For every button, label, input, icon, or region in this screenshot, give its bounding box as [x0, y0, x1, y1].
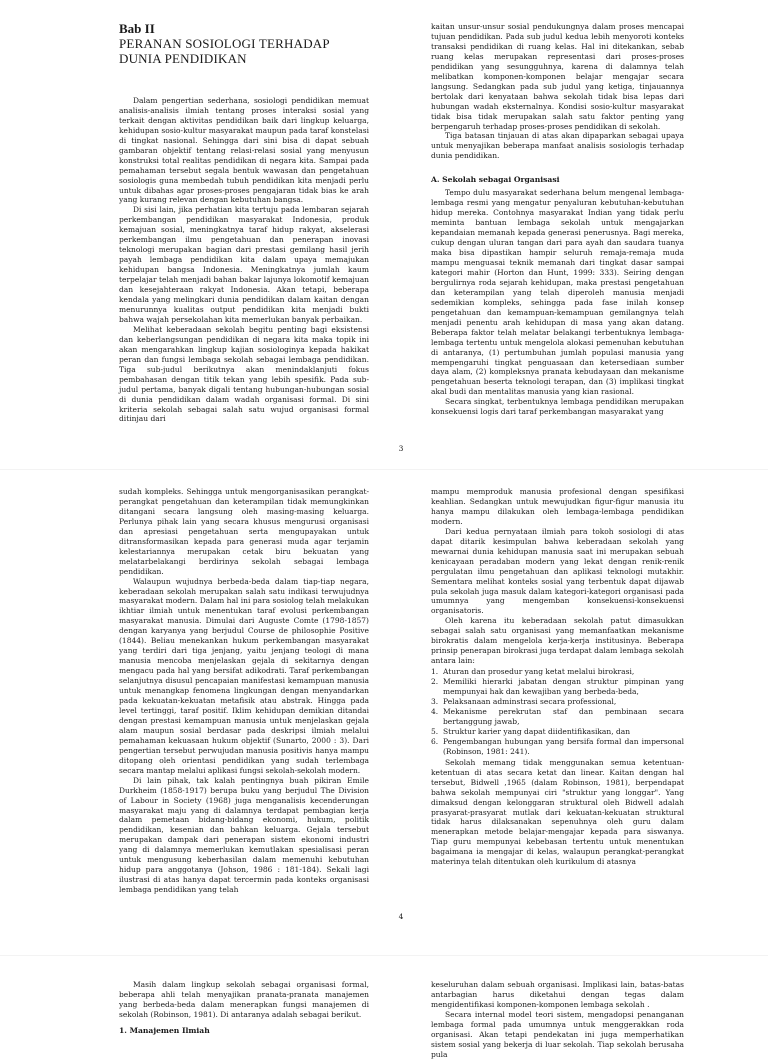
paragraph: Secara internal model teori sistem, mengadopsi penanganan lembaga formal pada umumnya untuk menggerakkan roda organisasi. Akan tetapi pendekatan ini juga memperhatikan sistem sosial yang bekerja di luar sekolah. Tiap sekolah berusaha pula — [431, 1009, 684, 1059]
paragraph: Walaupun wujudnya berbeda-beda dalam tiap-tiap negara, keberadaan sekolah merupakan salah satu indikasi terwujudnya masyarakat modern. Dalam hal ini para sosiolog telah melakukan ikhtiar ilmiah untuk menentukan taraf evolusi perkembangan masyarakat manusia. Dimulai dari Auguste Comte (1798-1857) dengan karyanya yang berjudul Course de philosophie Positive (1844). Beliau menekankan hukum perkembangan masyarakat yang terdiri dari tiga jenjang, yaitu jenjang teologi di mana manusia mencoba menjelaskan gejala di sekitarnya dengan mengacu pada hal yang bersifat adikodrati. Taraf perkembangan selanjutnya disusul pencapaian manifestasi kemampuan manusia untuk menangkap fenomena lingkungan dengan menyandarkan pada kekuatan-kekuatan metafisik atau abstrak. Hingga pada level tertinggi, taraf positif. Iklim kehidupan demikian ditandai dengan prestasi kemampuan manusia untuk menjelaskan gejala alam maupun sosial berdasar pada deskripsi ilmiah melalui pemahaman kekuasaan hukum objektif (Sunarto, 2000 : 3). Dari pengertian tersebut perwujudan manusia positivis hanya mampu ditopang oleh orientasi pendidikan yang sudah terlembaga secara mantap melalui aplikasi fungsi sekolah-sekolah modern. — [119, 576, 369, 775]
page-5-right-column — [431, 980, 684, 1060]
section-heading: A. Sekolah sebagai Organisasi — [431, 175, 560, 185]
paragraph: Dari kedua pernyataan ilmiah para tokoh sosiologi di atas dapat ditarik kesimpulan bahwa keberadaan sekolah yang mewarnai dunia kehidupan manusia saat ini merupakan sebuah kenicayaan peradaban modern yang lekat dengan renik-renik pergulatan ilmu pengetahuan dan aplikasi teknologi mutakhir. Sementara melihat konteks sosial yang terbentuk dapat dijawab pula sekolah juga masuk dalam kategori-kategori organisasi pada umumnya yang mengemban konsekuensi-konsekuensi organisatoris. — [431, 526, 684, 616]
paragraph: sudah kompleks. Sehingga untuk mengorganisasikan perangkat-perangkat pengetahuan dan keterampilan tidak memungkinkan ditangani secara langsung oleh masing-masing keluarga. Perlunya pihak lain yang secara khusus mengurusi organisasi dan apresiasi pengetahuan serta mengupayakan untuk ditransformasikan kepada para generasi muda agar terjamin kelestariannya merupakan cetak biru bekuatan yang melatarbelakangi berdirinya sekolah sebagai lembaga pendidikan. — [119, 487, 369, 576]
paragraph: mampu memproduk manusia profesional dengan spesifikasi keahlian. Sedangkan untuk mewujudkan figur-figur manusia itu hanya mampu dilakukan oleh lembaga-lembaga pendidikan modern. — [431, 487, 684, 526]
paragraph: Di lain pihak, tak kalah pentingnya buah pikiran Emile Durkheim (1858-1917) berupa buku yang berjudul The Division of Labour in Society (1968) juga menganalisis kecenderungan masyarakat maju yang di dalamnya terdapat pembagian kerja dalam pemetaan bidang-bidang ekonomi, hukum, politik pendidikan, kesenian dan bahkan keluarga. Gejala tersebut merupakan dampak dari penerapan sistem ekonomi industri yang di dalamnya memerlukan kemutlakan spesialisasi peran untuk mengusung keberhasilan dalam memenuhi kebutuhan hidup para anggotanya (Johson, 1986 : 181-184). Sekali lagi ilustrasi di atas hanya dapat tercermin pada konteks organisasi lembaga pendidikan yang telah — [119, 775, 369, 895]
paragraph: Melihat keberadaan sekolah begitu penting bagi eksistensi dan keberlangsungan pendidikan di negara kita maka topik ini akan mengarahkan lingkup kajian sosiologinya kepada hakikat peran dan fungsi lembaga sekolah sebagai lembaga pendidikan. Tiga sub-judul berikutnya akan menindaklanjuti fokus pembahasan dengan titik tekan yang lebih spesifik. Pada sub-judul pertama, banyak digali tentang hubungan-hubungan sosial di dunia pendidikan dalam wadah organisasi formal. Di sini kriteria sekolah sebagai salah satu wujud organisasi formal ditinjau dari — [119, 324, 369, 424]
page-3 — [0, 0, 768, 470]
chapter-title-line-2: DUNIA PENDIDIKAN — [119, 50, 247, 66]
paragraph: keseluruhan dalam sebuah organisasi. Implikasi lain, batas-batas antarbagian harus diketahui dengan tegas dalam mengidentifikasi komponen-komponen lembaga sekolah . — [431, 980, 684, 1009]
list-item: 1. Aturan dan prosedur yang ketat melalui birokrasi, — [431, 667, 635, 677]
paragraph: Tempo dulu masyarakat sederhana belum mengenal lembaga-lembaga resmi yang mengatur penyaluran kebutuhan-kebutuhan hidup mereka. Contohnya masyarakat Indian yang tidak perlu meminta bantuan lembaga sekolah untuk mengajarkan kepandaian memanah kepada generasi penerusnya. Bagi mereka, cukup dengan uluran tangan dari para ayah dan saudara tuanya maka bisa dipastikan hampir seluruh remaja-remaja muda mampu menguasai teknik memanah dari tingkat dasar sampai kategori mahir (Horton dan Hunt, 1999: 333). Seiring dengan bergulirnya roda sejarah kehidupan, maka prestasi pengetahuan dan keterampilan yang telah diperoleh manusia menjadi sedemikian kompleks, sehingga pada fase inilah konsep pengetahuan dan kemampuan-kemampuan gemilangnya telah menjadi penentu arah kehidupan di masa yang akan datang. Beberapa faktor telah melatar belakangi terbentuknya lembaga-lembaga tertentu untuk mengelola alokasi pemenuhan kebutuhan di antaranya, (1) pertumbuhan jumlah populasi manusia yang mempengaruhi tingkat penguasaan dan ketersediaan sumber daya alam, (2) kompleksnya pranata kebudayaan dan mekanisme pengetahuan beserta teknologi terapan, dan (3) implikasi tingkat akal budi dan mentalitas manusia yang kian rasional. — [431, 188, 684, 397]
paragraph: Tiga batasan tinjauan di atas akan dipaparkan sebagai upaya untuk menyajikan beberapa manfaat analisis sosiologis terhadap dunia pendidikan. — [431, 131, 684, 161]
page-3-left-column — [119, 21, 369, 424]
paragraph: Di sisi lain, jika perhatian kita tertuju pada lembaran sejarah perkembangan pendidikan masyarakat Indonesia, produk kemajuan sosial, meningkatnya taraf hidup rakyat, akselerasi perkembangan ilmu pengetahuan dan penerapan inovasi teknologi merupakan bagian dari prestasi gemilang hasil jerih payah lembaga pendidikan kita dalam upaya memajukan kehidupan bangsa Indonesia. Meningkatnya jumlah kaum terpelajar telah menjadi bahan bakar lajunya lokomotif kemajuan dan kesejahteraan rakyat Indonesia. Akan tetapi, beberapa kendala yang melingkari dunia pendidikan dalam kaitan dengan menurunnya kualitas output pendidikan kita menjadi bukti bahwa wajah persekolahan kita memerlukan banyak perbaikan. — [119, 205, 369, 324]
page-number: 4 — [398, 912, 404, 921]
paragraph: Secara singkat, terbentuknya lembaga pendidikan merupakan konsekuensi logis dari taraf perkembangan masyarakat yang — [431, 397, 684, 417]
page-4-right-column — [431, 487, 684, 867]
page-5 — [0, 956, 768, 1059]
list-item: 6. Pengembangan hubungan yang bersifa formal dan impersonal (Robinson, 1981: 241). — [431, 736, 684, 756]
page-4 — [0, 470, 768, 956]
page-4-left-column — [119, 487, 369, 895]
paragraph: Masih dalam lingkup sekolah sebagai organisasi formal, beberapa ahli telah menyajikan pranata-pranata manajemen yang berbeda-beda dalam menerapkan fungsi manajemen di sekolah (Robinson, 1981). Di antaranya adalah sebagai berikut. — [119, 980, 369, 1019]
chapter-label: Bab II — [119, 21, 155, 36]
bureaucracy-principles-list — [431, 667, 684, 757]
paragraph: kaitan unsur-unsur sosial pendukungnya dalam proses mencapai tujuan pendidikan. Pada sub judul kedua lebih menyoroti konteks transaksi pendidikan di ruang kelas. Hal ini ditekankan, sebab ruang kelas merupakan representasi dari proses-proses pendidikan yang sesungguhnya, karena di dalamnya telah melibatkan komponen-komponen belajar mengajar secara langsung. Sedangkan pada sub judul yang ketiga, tinjauannya bertolak dari kenyataan bahwa sekolah tidak bisa lepas dari hubungan wadah eksternalnya. Kondisi sosio-kultur masyarakat tidak bisa tidak merupakan salah satu faktor penting yang berpengaruh terhadap proses-proses pendidikan di sekolah. — [431, 22, 684, 131]
page-number: 3 — [398, 444, 404, 453]
list-item: 4. Mekanisme perekrutan staf dan pembinaan secara bertanggung jawab, — [431, 706, 684, 726]
paragraph: Oleh karena itu keberadaan sekolah patut dimasukkan sebagai salah satu organisasi yang memanfaatkan mekanisme birokratis dalam mengelola kerja-kerja institusinya. Beberapa prinsip penerapan birokrasi juga terdapat dalam lembaga sekolah antara lain: — [431, 616, 684, 666]
paragraph: Sekolah memang tidak menggunakan semua ketentuan-ketentuan di atas secara ketat dan linear. Kaitan dengan hal tersebut, Bidwell ,1965 (dalam Robinson, 1981), berpendapat bahwa sekolah mempunyai ciri "struktur yang longgar". Yang dimaksud dengan kelonggaran struktural oleh Bidwell adalah prasyarat-prasyarat mutlak dari kekuatan-kekuatan struktural tidak harus dilaksanakan sepenuhnya oleh guru dalam menerapkan metode belajar-mengajar kepada para siswanya. Tiap guru mempunyai kebebasan tertentu untuk menentukan bagaimana ia mengajar di kelas, walaupun perangkat-perangkat materinya telah ditentukan oleh kurikulum di atasnya — [431, 757, 684, 867]
list-item: 3. Pelaksanaan adminstrasi secara professional, — [431, 697, 617, 707]
list-item: 5. Struktur karier yang dapat diidentifikasikan, dan — [431, 726, 631, 736]
list-item: 2. Memiliki hierarki jabatan dengan struktur pimpinan yang mempunyai hak dan kewajiban yang berbeda-beda, — [431, 677, 684, 697]
subsection-heading: 1. Manajemen Ilmiah — [119, 1025, 210, 1035]
paragraph: Dalam pengertian sederhana, sosiologi pendidikan memuat analisis-analisis ilmiah tentang proses interaksi sosial yang terkait dengan aktivitas pendidikan baik dari lingkup keluarga, kehidupan sosio-kultur masyarakat maupun pada taraf konstelasi di tingkat nasional. Sehingga dari sini bisa di dapat sebuah gambaran objektif tentang relasi-relasi sosial yang menyusun konstruksi total realitas pendidikan di negara kita. Sampai pada pemahaman tersebut segala bentuk wawasan dan pengetahuan sosiologis guna membedah tubuh pendidikan kita menjadi perlu untuk dibahas agar proses-proses pengajaran tidak bias ke arah yang kurang relevan dengan kebutuhan bangsa. — [119, 95, 369, 205]
page-3-right-column — [431, 22, 684, 417]
page-5-left-column — [119, 980, 369, 1039]
chapter-title-line-1: PERANAN SOSIOLOGI TERHADAP — [119, 35, 330, 51]
